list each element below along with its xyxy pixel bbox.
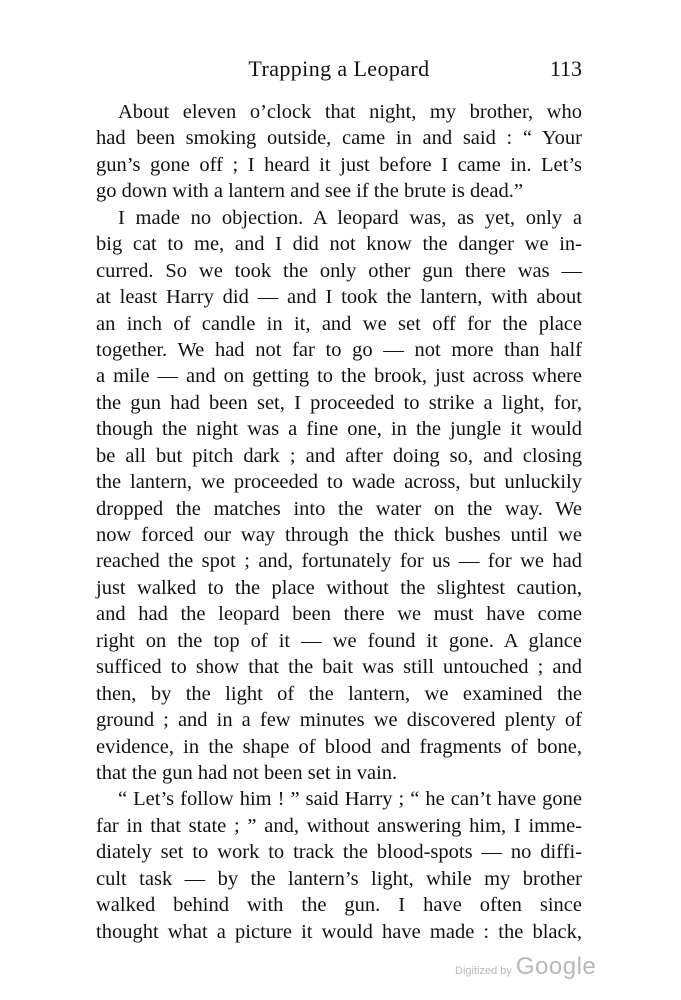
body-text (96, 99, 582, 945)
text-line: a mile — and on getting to the brook, just across where (96, 365, 582, 388)
text-line: together. We had not far to go — not more than half (96, 338, 582, 361)
text-line: had been smoking outside, came in and said : “ Your (96, 127, 582, 150)
text-line: an inch of candle in it, and we set off for the place (96, 312, 582, 335)
text-line: go down with a lantern and see if the brute is dead.” (96, 180, 523, 203)
text-line: now forced our way through the thick bushes until we (96, 524, 582, 546)
text-line: ground ; and in a few minutes we discovered plenty of (96, 709, 582, 732)
text-line: right on the top of it — we found it gone. A glance (96, 629, 582, 652)
text-line: just walked to the place without the slightest caution, (96, 576, 582, 599)
text-line: “ Let’s follow him ! ” said Harry ; “ he can’t have gone (118, 788, 582, 811)
text-line: the lantern, we proceeded to wade across, but unluckily (96, 471, 582, 494)
running-title: Trapping a Leopard (248, 56, 430, 81)
text-line: curred. So we took the only other gun there was — (96, 259, 582, 282)
text-line: far in that state ; ” and, without answering him, I imme- (96, 814, 582, 837)
text-line: at least Harry did — and I took the lantern, with about (96, 286, 582, 309)
text-line: reached the spot ; and, fortunately for us — for we had (96, 550, 582, 573)
text-line: dropped the matches into the water on the way. We (96, 497, 582, 520)
text-line: sufficed to show that the bait was still untouched ; and (96, 656, 582, 679)
digitization-watermark (455, 953, 596, 981)
text-line: be all but pitch dark ; and after doing so, and closing (96, 444, 582, 467)
text-line: and had the leopard been there we must have come (96, 603, 582, 626)
text-line: About eleven o’clock that night, my brother, who (118, 101, 582, 123)
text-line: thought what a picture it would have made : the black, (96, 920, 582, 943)
text-line: evidence, in the shape of blood and fragments of bone, (96, 735, 582, 758)
digitized-label: Digitized by (455, 965, 512, 977)
text-line: walked behind with the gun. I have often since (96, 894, 582, 917)
text-line: then, by the light of the lantern, we examined the (96, 682, 582, 705)
text-line: I made no objection. A leopard was, as yet, only a (118, 206, 582, 229)
text-line: diately set to work to track the blood-spots — no diffi- (96, 841, 582, 864)
running-head (96, 56, 582, 86)
google-wordmark: Google (515, 953, 597, 980)
text-line: big cat to me, and I did not know the danger we in- (96, 233, 582, 256)
text-line: though the night was a fine one, in the jungle it would (96, 418, 582, 441)
text-line: gun’s gone off ; I heard it just before I came in. Let’s (96, 153, 582, 176)
text-line: that the gun had not been set in vain. (96, 761, 398, 784)
page-number: 113 (549, 56, 582, 81)
text-line: the gun had been set, I proceeded to strike a light, for, (96, 391, 582, 414)
text-line: cult task — by the lantern’s light, while my brother (96, 867, 582, 890)
